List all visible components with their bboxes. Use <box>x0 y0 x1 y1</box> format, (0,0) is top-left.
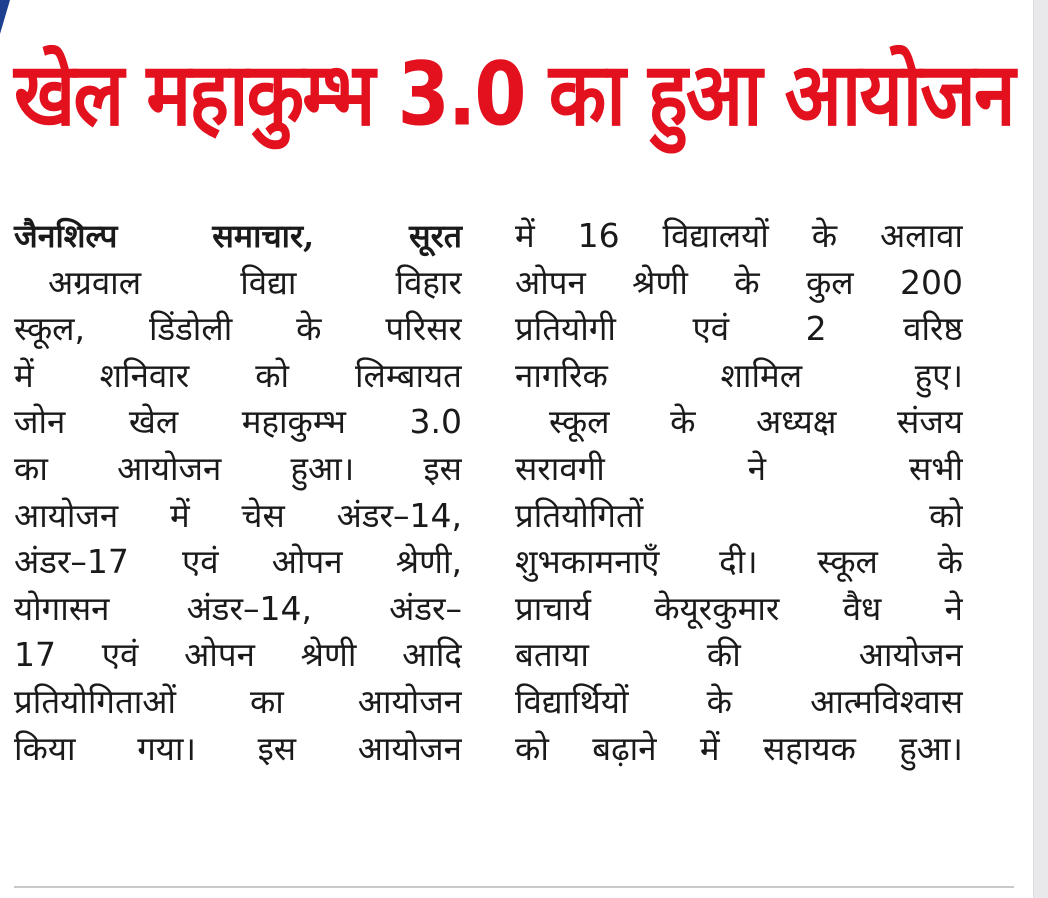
page-edge-strip <box>1033 0 1048 898</box>
article-line: स्कूल, डिंडोली के परिसर <box>14 309 462 349</box>
article-column-left <box>14 213 462 772</box>
article-line: प्रतियोगिताओं का आयोजन <box>14 681 462 721</box>
article-line: प्रतियोगितों को <box>515 495 963 535</box>
headline: खेल महाकुम्भ 3.0 का हुआ आयोजन <box>14 44 1014 146</box>
article-line: को बढ़ाने में सहायक हुआ। <box>515 728 963 768</box>
article-line: प्रतियोगी एवं 2 वरिष्ठ <box>515 309 963 349</box>
article-line: में शनिवार को लिम्बायत <box>14 355 462 395</box>
article-line: स्कूल के अध्यक्ष संजय <box>549 402 963 442</box>
article-line: आयोजन में चेस अंडर–14, <box>14 495 462 535</box>
article-line: का आयोजन हुआ। इस <box>14 448 462 488</box>
article-line: अग्रवाल विद्या विहार <box>48 262 462 302</box>
article-line: नागरिक शामिल हुए। <box>515 355 963 395</box>
article-line: बताया की आयोजन <box>515 635 963 675</box>
bottom-divider <box>14 886 1014 888</box>
article-line: जोन खेल महाकुम्भ 3.0 <box>14 402 462 442</box>
article-line: में 16 विद्यालयों के अलावा <box>515 216 963 255</box>
article-line: सरावगी ने सभी <box>515 448 963 488</box>
article-line: प्राचार्य केयूरकुमार वैध ने <box>515 588 963 628</box>
article-line: अंडर–17 एवं ओपन श्रेणी, <box>14 542 462 582</box>
article-line: योगासन अंडर–14, अंडर– <box>14 588 462 628</box>
dateline: जैनशिल्प समाचार, सूरत <box>14 217 462 255</box>
article-line: विद्यार्थियों के आत्मविश्वास <box>515 681 963 721</box>
corner-color-mark <box>0 0 10 34</box>
article-line: ओपन श्रेणी के कुल 200 <box>515 262 963 302</box>
article-line: किया गया। इस आयोजन <box>14 728 462 768</box>
article-line: 17 एवं ओपन श्रेणी आदि <box>14 635 462 675</box>
article-column-right <box>515 213 963 772</box>
article-line: शुभकामनाएँ दी। स्कूल के <box>515 542 963 582</box>
